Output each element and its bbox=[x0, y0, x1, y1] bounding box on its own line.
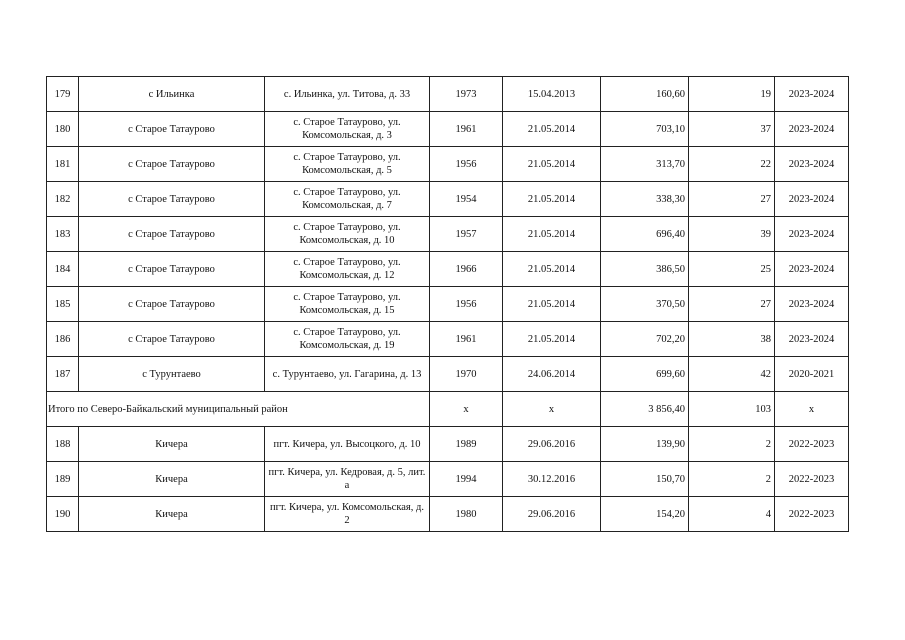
date-cell: 21.05.2014 bbox=[503, 147, 601, 182]
row-number: 182 bbox=[47, 182, 79, 217]
row-number: 181 bbox=[47, 147, 79, 182]
total-label: Итого по Северо-Байкальский муниципальный район bbox=[47, 392, 430, 427]
period-cell: 2023-2024 bbox=[775, 217, 849, 252]
housing-register-table bbox=[46, 76, 849, 532]
row-number: 190 bbox=[47, 497, 79, 532]
period-cell: 2020-2021 bbox=[775, 357, 849, 392]
row-number: 186 bbox=[47, 322, 79, 357]
residents-cell: 42 bbox=[689, 357, 775, 392]
table-row bbox=[47, 322, 849, 357]
date-cell: 21.05.2014 bbox=[503, 112, 601, 147]
date-cell: 30.12.2016 bbox=[503, 462, 601, 497]
address-cell: с. Старое Татаурово, ул. Комсомольская, д. 15 bbox=[265, 287, 430, 322]
table-row bbox=[47, 497, 849, 532]
area-cell: 313,70 bbox=[601, 147, 689, 182]
residents-cell: 2 bbox=[689, 427, 775, 462]
table-row bbox=[47, 182, 849, 217]
residents-cell: 38 bbox=[689, 322, 775, 357]
area-cell: 699,60 bbox=[601, 357, 689, 392]
period-cell: 2023-2024 bbox=[775, 147, 849, 182]
residents-cell: 39 bbox=[689, 217, 775, 252]
period-cell: 2022-2023 bbox=[775, 462, 849, 497]
table-row bbox=[47, 252, 849, 287]
residents-cell: 4 bbox=[689, 497, 775, 532]
date-cell: 24.06.2014 bbox=[503, 357, 601, 392]
year-cell: 1961 bbox=[430, 112, 503, 147]
area-cell: 702,20 bbox=[601, 322, 689, 357]
total-date: х bbox=[503, 392, 601, 427]
row-number: 187 bbox=[47, 357, 79, 392]
address-cell: с. Старое Татаурово, ул. Комсомольская, д. 3 bbox=[265, 112, 430, 147]
table-row bbox=[47, 77, 849, 112]
period-cell: 2023-2024 bbox=[775, 287, 849, 322]
period-cell: 2023-2024 bbox=[775, 182, 849, 217]
area-cell: 139,90 bbox=[601, 427, 689, 462]
address-cell: с. Старое Татаурово, ул. Комсомольская, д. 12 bbox=[265, 252, 430, 287]
year-cell: 1961 bbox=[430, 322, 503, 357]
total-residents: 103 bbox=[689, 392, 775, 427]
year-cell: 1954 bbox=[430, 182, 503, 217]
period-cell: 2023-2024 bbox=[775, 77, 849, 112]
address-cell: с. Старое Татаурово, ул. Комсомольская, д. 5 bbox=[265, 147, 430, 182]
total-area: 3 856,40 bbox=[601, 392, 689, 427]
settlement-cell: с Ильинка bbox=[79, 77, 265, 112]
table-row bbox=[47, 462, 849, 497]
settlement-cell: Кичера bbox=[79, 462, 265, 497]
settlement-cell: с Турунтаево bbox=[79, 357, 265, 392]
period-cell: 2022-2023 bbox=[775, 427, 849, 462]
year-cell: 1956 bbox=[430, 147, 503, 182]
date-cell: 29.06.2016 bbox=[503, 497, 601, 532]
year-cell: 1957 bbox=[430, 217, 503, 252]
residents-cell: 2 bbox=[689, 462, 775, 497]
settlement-cell: с Старое Татаурово bbox=[79, 287, 265, 322]
row-number: 183 bbox=[47, 217, 79, 252]
settlement-cell: с Старое Татаурово bbox=[79, 252, 265, 287]
year-cell: 1973 bbox=[430, 77, 503, 112]
address-cell: с. Старое Татаурово, ул. Комсомольская, д. 19 bbox=[265, 322, 430, 357]
row-number: 185 bbox=[47, 287, 79, 322]
table-row bbox=[47, 287, 849, 322]
settlement-cell: с Старое Татаурово bbox=[79, 182, 265, 217]
period-cell: 2023-2024 bbox=[775, 112, 849, 147]
address-cell: с. Старое Татаурово, ул. Комсомольская, д. 7 bbox=[265, 182, 430, 217]
row-number: 184 bbox=[47, 252, 79, 287]
address-cell: пгт. Кичера, ул. Высоцкого, д. 10 bbox=[265, 427, 430, 462]
date-cell: 21.05.2014 bbox=[503, 217, 601, 252]
residents-cell: 25 bbox=[689, 252, 775, 287]
year-cell: 1966 bbox=[430, 252, 503, 287]
area-cell: 696,40 bbox=[601, 217, 689, 252]
settlement-cell: Кичера bbox=[79, 497, 265, 532]
settlement-cell: с Старое Татаурово bbox=[79, 322, 265, 357]
table-row bbox=[47, 357, 849, 392]
residents-cell: 22 bbox=[689, 147, 775, 182]
row-number: 188 bbox=[47, 427, 79, 462]
total-row bbox=[47, 392, 849, 427]
date-cell: 29.06.2016 bbox=[503, 427, 601, 462]
year-cell: 1956 bbox=[430, 287, 503, 322]
area-cell: 154,20 bbox=[601, 497, 689, 532]
table-row bbox=[47, 147, 849, 182]
area-cell: 386,50 bbox=[601, 252, 689, 287]
table-row bbox=[47, 427, 849, 462]
year-cell: 1970 bbox=[430, 357, 503, 392]
settlement-cell: с Старое Татаурово bbox=[79, 147, 265, 182]
table-row bbox=[47, 112, 849, 147]
address-cell: с. Турунтаево, ул. Гагарина, д. 13 bbox=[265, 357, 430, 392]
area-cell: 338,30 bbox=[601, 182, 689, 217]
table-body bbox=[47, 77, 849, 532]
year-cell: 1989 bbox=[430, 427, 503, 462]
settlement-cell: с Старое Татаурово bbox=[79, 112, 265, 147]
address-cell: пгт. Кичера, ул. Кедровая, д. 5, лит. а bbox=[265, 462, 430, 497]
row-number: 189 bbox=[47, 462, 79, 497]
total-year: х bbox=[430, 392, 503, 427]
year-cell: 1994 bbox=[430, 462, 503, 497]
table-row bbox=[47, 217, 849, 252]
area-cell: 150,70 bbox=[601, 462, 689, 497]
date-cell: 21.05.2014 bbox=[503, 182, 601, 217]
date-cell: 21.05.2014 bbox=[503, 322, 601, 357]
settlement-cell: Кичера bbox=[79, 427, 265, 462]
area-cell: 703,10 bbox=[601, 112, 689, 147]
year-cell: 1980 bbox=[430, 497, 503, 532]
area-cell: 370,50 bbox=[601, 287, 689, 322]
date-cell: 15.04.2013 bbox=[503, 77, 601, 112]
residents-cell: 27 bbox=[689, 287, 775, 322]
residents-cell: 37 bbox=[689, 112, 775, 147]
residents-cell: 27 bbox=[689, 182, 775, 217]
settlement-cell: с Старое Татаурово bbox=[79, 217, 265, 252]
address-cell: с. Ильинка, ул. Титова, д. 33 bbox=[265, 77, 430, 112]
address-cell: пгт. Кичера, ул. Комсомольская, д. 2 bbox=[265, 497, 430, 532]
address-cell: с. Старое Татаурово, ул. Комсомольская, д. 10 bbox=[265, 217, 430, 252]
period-cell: 2023-2024 bbox=[775, 252, 849, 287]
row-number: 180 bbox=[47, 112, 79, 147]
date-cell: 21.05.2014 bbox=[503, 252, 601, 287]
period-cell: 2023-2024 bbox=[775, 322, 849, 357]
date-cell: 21.05.2014 bbox=[503, 287, 601, 322]
residents-cell: 19 bbox=[689, 77, 775, 112]
total-period: х bbox=[775, 392, 849, 427]
row-number: 179 bbox=[47, 77, 79, 112]
area-cell: 160,60 bbox=[601, 77, 689, 112]
period-cell: 2022-2023 bbox=[775, 497, 849, 532]
